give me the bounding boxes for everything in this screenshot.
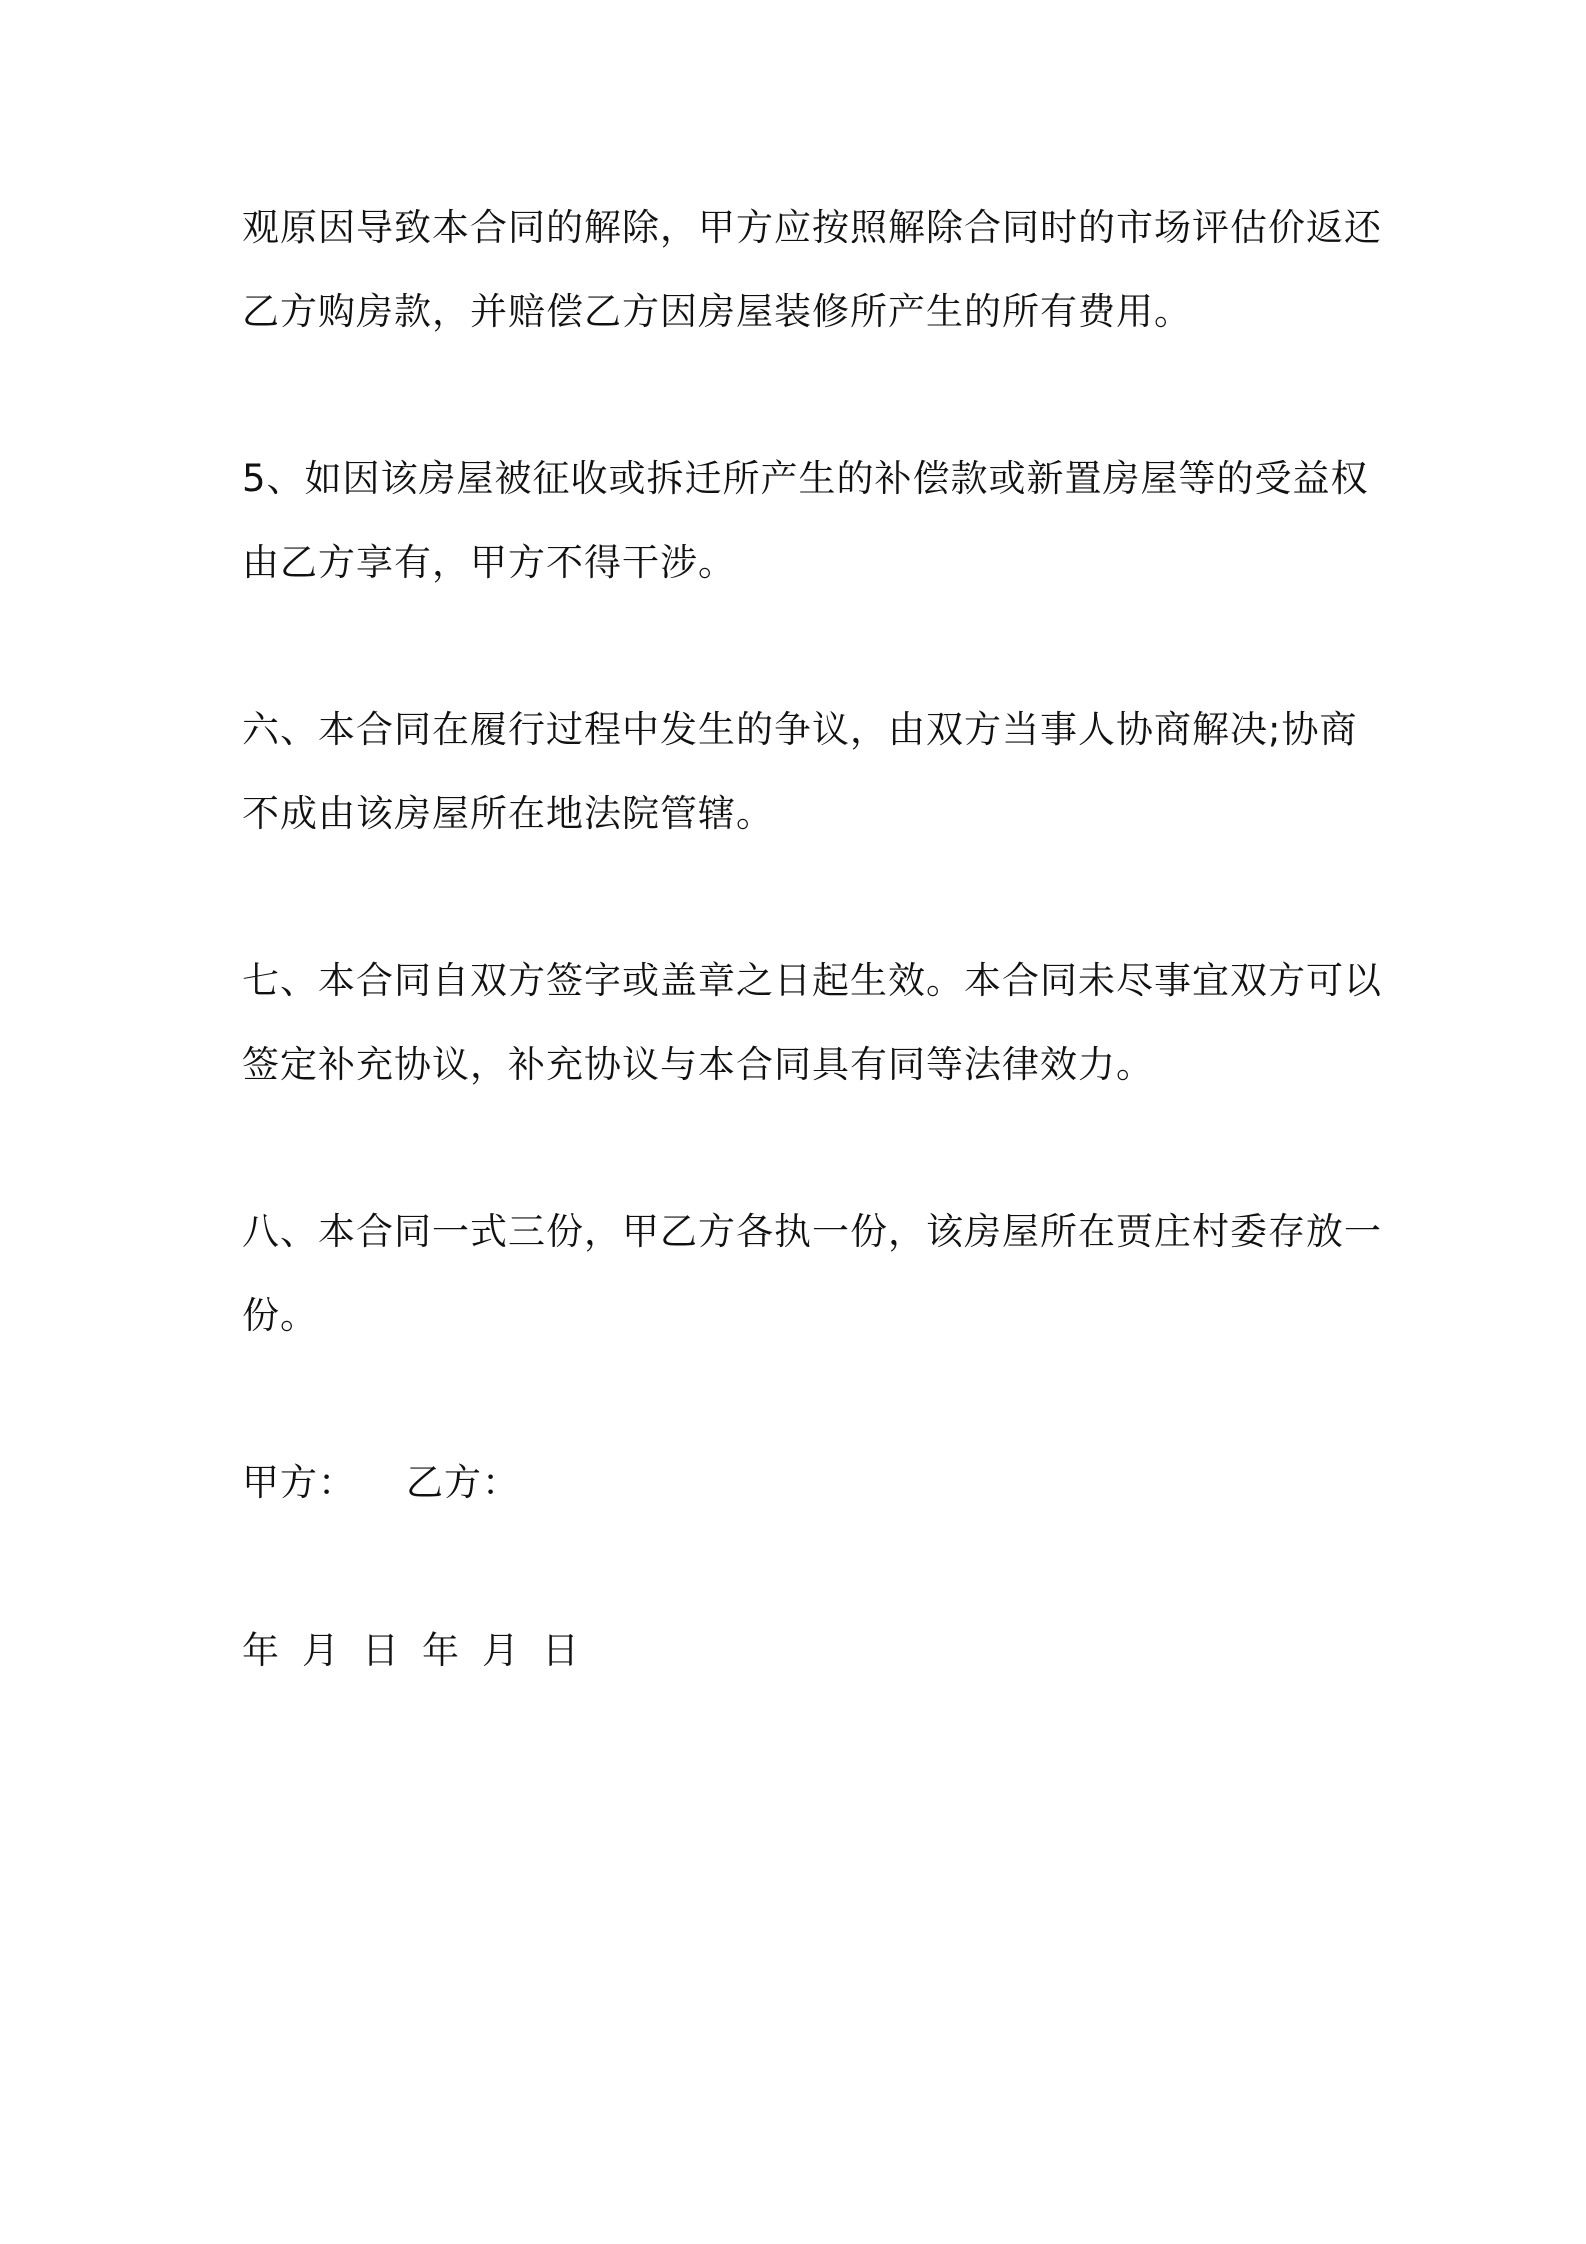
paragraph-line: 观原因导致本合同的解除，甲方应按照解除合同时的市场评估价返还: [242, 206, 1382, 249]
party-a-date-year: 年: [242, 1629, 280, 1672]
party-a-date-month: 月: [302, 1629, 340, 1672]
paragraph-line: 八、本合同一式三份，甲乙方各执一份，该房屋所在贾庄村委存放一: [242, 1210, 1382, 1253]
paragraph-line: 份。: [242, 1294, 318, 1337]
paragraph-line: 六、本合同在履行过程中发生的争议，由双方当事人协商解决;协商: [242, 708, 1358, 751]
signature-line: [242, 1441, 1362, 1525]
paragraph-line: 七、本合同自双方签字或盖章之日起生效。本合同未尽事宜双方可以: [242, 959, 1382, 1002]
paragraph-line: 5、如因该房屋被征收或拆迁所产生的补偿款或新置房屋等的受益权: [242, 457, 1369, 500]
party-b-date-year: 年: [422, 1629, 460, 1672]
party-b-date-day: 日: [542, 1629, 580, 1672]
paragraph-line: 不成由该房屋所在地法院管辖。: [242, 792, 774, 835]
party-b-date-month: 月: [482, 1629, 520, 1672]
party-a-signature-label: 甲方：: [242, 1461, 356, 1504]
paragraph-line: 由乙方享有，甲方不得干涉。: [242, 541, 736, 584]
date-line: [242, 1609, 1362, 1693]
paragraph-clause-6: [242, 688, 1362, 856]
paragraph-line: 乙方购房款，并赔偿乙方因房屋装修所产生的所有费用。: [242, 290, 1192, 333]
paragraph-continuation: [242, 186, 1382, 354]
party-b-signature-label: 乙方：: [406, 1461, 520, 1504]
paragraph-clause-7: [242, 939, 1382, 1107]
paragraph-clause-8: [242, 1190, 1382, 1358]
paragraph-clause-5: [242, 437, 1369, 605]
paragraph-line: 签定补充协议，补充协议与本合同具有同等法律效力。: [242, 1043, 1154, 1086]
party-a-date-day: 日: [362, 1629, 400, 1672]
